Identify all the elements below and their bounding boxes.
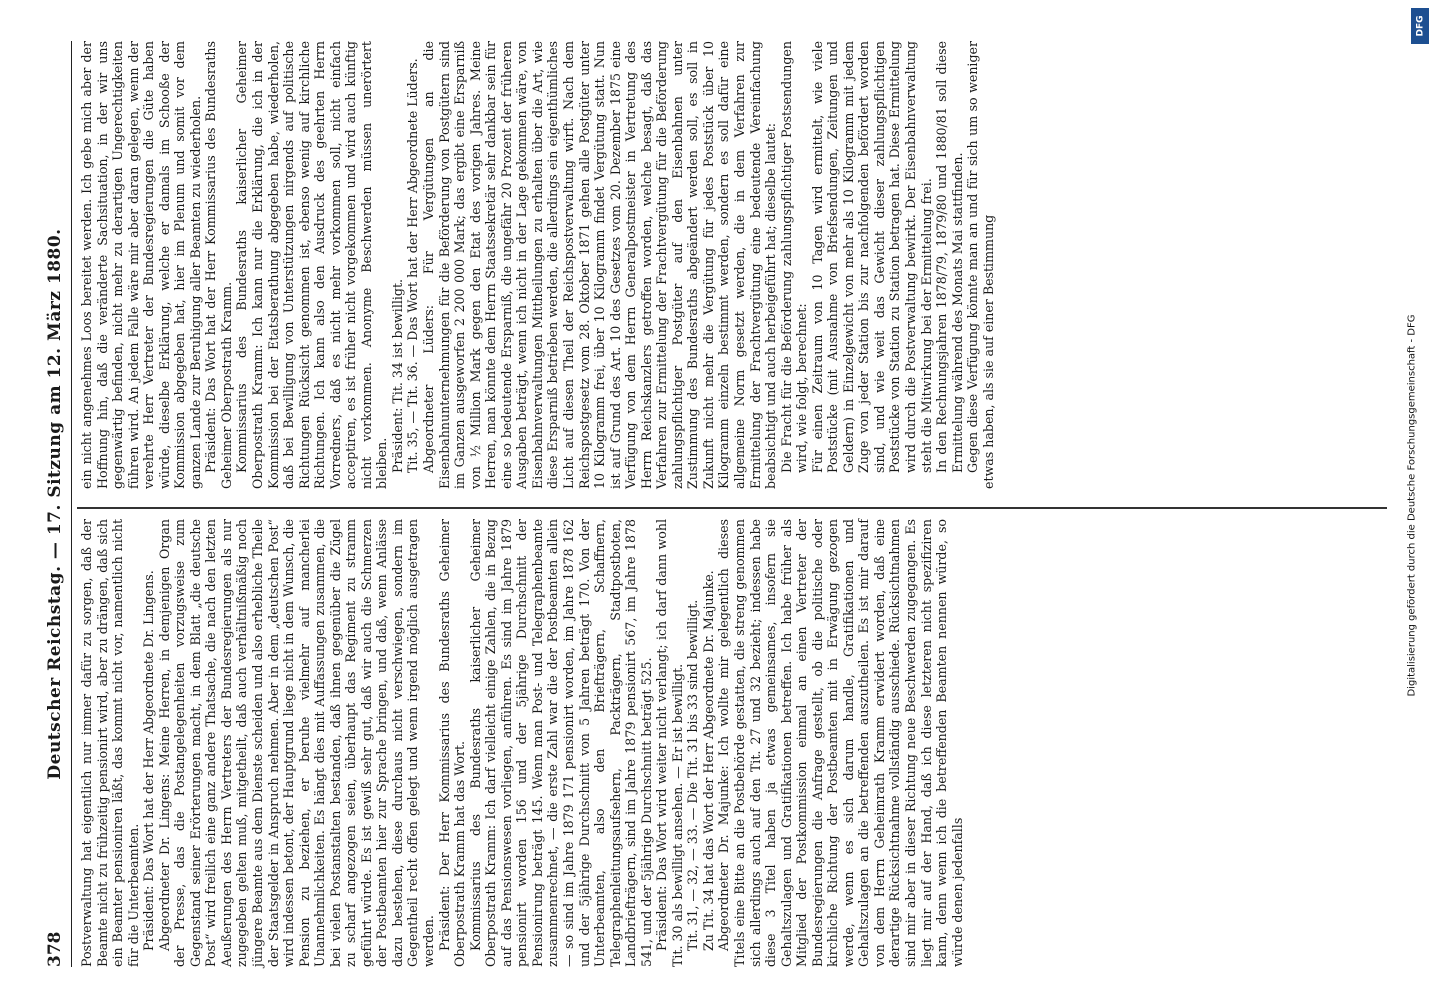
- page-header: [41, 41, 72, 967]
- quoted-paragraph: In den Rechnungsjahren 1878/79, 1879/80 und 1880/81 soll diese Ermittelung während des Monats Mai stattfinden.: [934, 41, 965, 473]
- paragraph: Präsident: Tit. 34 ist bewilligt.: [389, 278, 405, 473]
- paragraph: Präsident: Das Wort hat der Herr Abgeordnete Dr. Lingens.: [141, 570, 157, 951]
- paragraph: Gegen diese Verfügung könnte man an und für sich um so weniger etwas haben, als sie auf einer Bestimmung: [965, 41, 996, 489]
- paragraph: Präsident: Das Wort hat der Herr Kommissarius des Bundesraths Geheimer Oberpostrath Kramm.: [203, 41, 234, 489]
- dfg-logo-text: DFG: [1415, 15, 1426, 37]
- dfg-logo: [1411, 8, 1429, 44]
- paragraph: Präsident: Der Herr Kommissarius des Bundesraths Geheimer Oberpostrath Kramm hat das Wort.: [436, 519, 468, 967]
- paragraph: Abgeordneter Dr. Majunke: Ich wollte mir gelegentlich dieses Titels eine Bitte an die Postbehörde gestatten, die streng genommen sich allerdings auch auf den Tit. 27 und 32 bezieht; indessen habe diese 3 Titel haben ja etwas gemeinsames, insofern sie Gehaltszulagen und Gratifikationen betreffen. Ich habe früher als Mitglied der Postkommission einmal an einen Vertreter der Bundesregierungen die Anfrage gestellt, ob die politische oder kirchliche Richtung der Postbeamten mit in Erwägung gezogen werde, wenn es sich darum handle, Gratifikationen und Gehaltszulagen an die betreffenden auszutheilen. Es ist mir darauf von dem Herrn Geheimrath Kramm erwidert worden, daß eine derartige Rücksichtnahme vollständig ausschiede. Rücksichtnahmen sind mir aber in dieser Richtung neue Beschwerden zugegangen. Es liegt mir auf der Hand, daß ich diese letzteren nicht spezifiziren kann, denn wenn ich die betreffenden Beamten nennen würde, so würde denen jedenfalls: [716, 519, 965, 967]
- paragraph: Kommissarius des Bundesraths kaiserlicher Geheimer Oberpostrath Kramm: Ich kann nur die Erklärung, die ich in der Kommission bei der Etatsberathung abgegeben habe, wiederholen, daß bei Bewilligung von Unterstützungen nirgends auf politische Richtungen Rücksicht genommen ist, ebenso wenig auf kirchliche Richtungen. Ich kann also den Ausdruck des geehrten Herrn Vorredners, daß es nicht mehr vorkommen soll, nicht einfach acceptiren, es ist früher nicht vorgekommen und wird auch künftig nicht vorkommen. Anonyme Beschwerden müssen unerörtert bleiben.: [234, 41, 390, 489]
- paragraph: Zu Tit. 34 hat das Wort der Herr Abgeordnete Dr. Majunke.: [700, 570, 716, 951]
- paragraph: Abgeordneter Lüders: Für Vergütungen an die Eisenbahnunternehmungen für die Beförderung von Postgütern sind im Ganzen ausgeworfen 2 200 000 Mark; das ergibt eine Ersparniß von ½ Million Mark gegen den Etat des vorigen Jahres. Meine Herren, man könnte dem Herrn Staatssekretär sehr dankbar sein für eine so bedeutende Ersparniß, die ungefähr 20 Prozent der früheren Ausgaben beträgt, wenn ich nicht in der Lage gekommen wäre, von Eisenbahnverwaltungen Mittheilungen zu erhalten über die Art, wie diese Ersparniß betrieben werden, die allerdings ein eigenthümliches Licht auf diesen Theil der Reichspostverwaltung wirft. Nach dem Reichspostgesetz vom 28. Oktober 1871 gehen alle Postgüter unter 10 Kilogramm frei, über 10 Kilogramm findet Vergütung statt. Nun ist auf Grund des Art. 10 des Gesetzes vom 20. Dezember 1875 eine Verfügung von dem Herrn Generalpostmeister in Vertretung des Herrn Reichskanzlers getroffen worden, welche besagt, daß das Verfahren zur Ermittelung der Frachtvergütung für die Beförderung zahlungspflichtiger Postgüter auf den Eisenbahnen unter Zustimmung des Bundesraths abgeändert werden soll, es soll in Zukunft nicht mehr die Vergütung für jedes Poststück über 10 Kilogramm einzeln bestimmt werden, sondern es soll dafür eine allgemeine Norm gesetzt werden, die in dem Verfahren zur Ermittelung der Frachtvergütung eine bedeutende Vereinfachung beabsichtigt und auch herbeigeführt hat; dieselbe lautet:: [421, 41, 779, 489]
- digitization-credit: Digitalisierung gefördert durch die Deutsche Forschungsgemeinschaft - DFG: [1406, 314, 1418, 697]
- right-text-column: [79, 41, 996, 489]
- paragraph: ein nicht angenehmes Loos bereitet werden. Ich gebe mich aber der Hoffnung hin, daß die veränderte Sachsituation, in der wir uns gegenwärtig befinden, nicht mehr zu derartigen Ungerechtigkeiten führen wird. An jedem Falle wäre mir aber daran gelegen, wenn der verehrte Herr Vertreter der Bundesregierungen die Güte haben würde, dieselbe Erklärung, welche er damals im Schooße der Kommission abgegeben hat, hier im Plenum und somit vor dem ganzen Lande zur Beruhigung aller Beamten zu wiederholen.: [79, 41, 203, 489]
- page-number: 378: [45, 931, 65, 967]
- paragraph: Abgeordneter Dr. Lingens: Meine Herren, in demjenigen Organ der Presse, das die Postangelegenheiten vorzugsweise zum Gegenstand seiner Erörterungen macht, in dem Blatt „die deutsche Post“ wird freilich eine ganz andere Thatsache, die nach den letzten Aeußerungen des Herrn Vertreters der Bundesregierungen als nur zugegeben gelten muß, mitgetheilt, daß auch verhältnißmäßig noch jüngere Beamte aus dem Dienste scheiden und also erhebliche Theile der Staatsgelder in Anspruch nehmen. Aber in dem „deutschen Post“ wird indessen betont, der Hauptgrund liege nicht in dem Wunsch, die Pension zu beziehen, er beruhe vielmehr auf mancherlei Unannehmlichkeiten. Es hängt dies mit Auffassungen zusammen, die bei vielen Postanstalten bestanden, daß ihnen gegenüber die Zügel zu scharf angezogen seien, überhaupt das Regiment zu stramm geführt würde. Es ist gewiß sehr gut, daß wir auch die Schmerzen der Postbeamten hier zur Sprache bringen, und daß, wenn Anlässe dazu bestehen, diese durchaus nicht verschwiegen, sondern im Gegentheil recht offen gelegt und wenn irgend möglich ausgetragen werden.: [156, 519, 437, 967]
- quoted-paragraph: Für einen Zeitraum von 10 Tagen wird ermittelt, wie viele Poststücke (mit Ausnahme von Briefsendungen, Zeitungen und Geldern) in Einzelgewicht von mehr als 10 Kilogramm mit jedem Zuge von jeder Station bis zur nachfolgenden befördert worden sind, und wie weit das Gewicht dieser zahlungspflichtigen Poststücke von Station zu Station betragen hat. Diese Ermittelung wird durch die Postverwaltung bewirkt. Der Eisenbahnverwaltung steht die Mitwirkung bei der Ermittelung frei.: [809, 41, 934, 473]
- paragraph: Präsident: Das Wort wird weiter nicht verlangt; ich darf dann wohl Tit. 30 als bewilligt ansehen. — Er ist bewilligt.: [654, 519, 685, 967]
- quoted-paragraph: Die Fracht für die Beförderung zahlungspflichtiger Postsendungen wird, wie folgt, berechnet:: [778, 41, 810, 473]
- page-title: Deutscher Reichstag. — 17. Sitzung am 12. März 1880.: [45, 228, 65, 780]
- column-divider: [77, 508, 1387, 510]
- paragraph: Tit. 31, — 32, — 33. — Die Tit. 31 bis 33 sind bewilligt.: [685, 599, 701, 951]
- paragraph: Postverwaltung hat eigentlich nur immer dafür zu sorgen, daß der Beamte nicht zu frühzeitig pensionirt wird, aber zu drängen, daß sich ein Beamter pensioniren läßt, das kommt nicht vor, namentlich nicht für die Unterbeamten.: [79, 519, 141, 967]
- left-text-column: [79, 519, 965, 967]
- rotated-scanned-page: [31, 5, 1401, 995]
- paragraph: Tit. 35, — Tit. 36. — Das Wort hat der Herr Abgeordnete Lüders.: [405, 58, 421, 473]
- paragraph: Kommissarius des Bundesraths kaiserlicher Geheimer Oberpostrath Kramm: Ich darf vielleicht einige Zahlen, die in Bezug auf das Pensionswesen vorliegen, anführen. Es sind im Jahre 1879 pensionirt worden 156 und der 5jährige Durchschnitt der Pensionirung beträgt 145. Wenn man Post- und Telegraphenbeamte zusammenrechnet, — die erste Zahl war die der Postbeamten allein — so sind im Jahre 1879 171 pensionirt worden, im Jahre 1878 162 und der 5jährige Durchschnitt von 5 Jahren beträgt 170. Von der Unterbeamten, also den Briefträgern, Schaffnern, Telegraphenleitungsaufsehern, Packträgern, Stadtpostboten, Landbriefträgern, sind im Jahre 1879 pensionirt 567, im Jahre 1878 541, und der 5jährige Durchschnitt beträgt 525.: [467, 519, 654, 967]
